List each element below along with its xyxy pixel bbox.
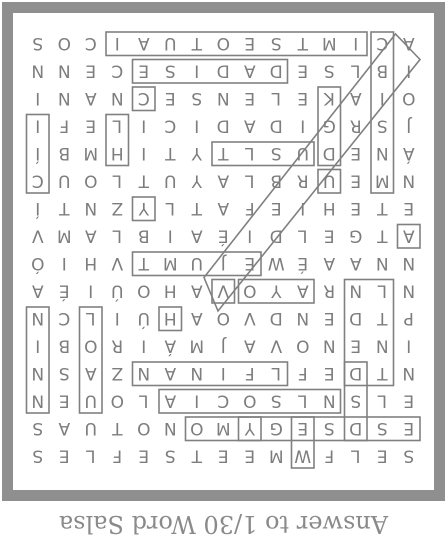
grid-letter: O xyxy=(296,335,310,356)
grid-letter: G xyxy=(349,225,363,246)
grid-letter: Y xyxy=(138,197,149,218)
grid-letter: U xyxy=(58,170,71,191)
grid-letter: I xyxy=(406,335,412,356)
grid-letter: I xyxy=(300,115,306,136)
grid-letter: I xyxy=(114,32,120,53)
grid-letter: O xyxy=(137,417,151,438)
grid-letter: C xyxy=(137,87,150,108)
grid-letter: N xyxy=(57,60,71,81)
grid-letter: N xyxy=(375,335,389,356)
grid-letter: T xyxy=(218,142,229,163)
grid-letter: E xyxy=(350,335,362,356)
grid-letter: N xyxy=(110,87,124,108)
grid-letter: L xyxy=(86,445,96,466)
grid-letter: C xyxy=(31,170,44,191)
grid-letter: R xyxy=(296,170,309,191)
grid-letter: N xyxy=(375,252,389,273)
grid-letter: E xyxy=(85,60,97,81)
grid-letter: É xyxy=(58,280,70,301)
grid-letter: S xyxy=(323,60,335,81)
grid-letter: O xyxy=(57,32,71,53)
grid-letter: B xyxy=(137,225,150,246)
grid-letter: I xyxy=(35,115,41,136)
grid-letter: E xyxy=(297,87,309,108)
grid-letter: A xyxy=(31,280,44,301)
grid-letter: L xyxy=(245,142,255,163)
grid-letter: G xyxy=(322,115,336,136)
grid-letter: Z xyxy=(111,362,124,383)
grid-letter: W xyxy=(294,445,312,466)
grid-letter: E xyxy=(244,252,256,273)
grid-letter: O xyxy=(243,390,257,411)
grid-letter: N xyxy=(402,362,416,383)
grid-letter: V xyxy=(111,252,124,273)
grid-letter: N xyxy=(190,362,204,383)
grid-letter: A xyxy=(190,280,203,301)
grid-letter: E xyxy=(297,417,309,438)
grid-letter: V xyxy=(217,280,230,301)
grid-letter: L xyxy=(112,225,122,246)
grid-letter: T xyxy=(377,362,388,383)
grid-letter: N xyxy=(31,362,45,383)
grid-letter: E xyxy=(323,362,335,383)
grid-letter: A xyxy=(349,87,362,108)
grid-letter: E xyxy=(376,445,388,466)
grid-letter: J xyxy=(220,335,226,356)
grid-letter: O xyxy=(216,32,230,53)
grid-letter: A xyxy=(58,417,71,438)
grid-letter: Y xyxy=(191,142,202,163)
grid-letter: S xyxy=(32,417,44,438)
grid-letter: S xyxy=(270,142,282,163)
grid-letter: E xyxy=(270,197,282,218)
grid-letter: J xyxy=(406,115,412,136)
grid-letter: L xyxy=(377,390,387,411)
grid-letter: N xyxy=(31,307,45,328)
grid-letter: N xyxy=(402,252,416,273)
grid-letter: H xyxy=(84,252,98,273)
grid-letter: F xyxy=(244,362,255,383)
grid-letter: S xyxy=(58,362,70,383)
grid-letter: H xyxy=(163,280,177,301)
grid-letter: I xyxy=(194,60,200,81)
grid-letter: S xyxy=(164,60,176,81)
grid-letter: D xyxy=(216,115,230,136)
grid-letter: O xyxy=(402,87,416,108)
grid-letter: É xyxy=(217,225,229,246)
grid-letter: L xyxy=(165,197,175,218)
grid-letter: I xyxy=(141,142,147,163)
grid-letter: S xyxy=(376,115,388,136)
grid-letter: T xyxy=(297,32,308,53)
grid-letter: B xyxy=(58,142,71,163)
grid-letter: S xyxy=(403,445,415,466)
grid-letter: D xyxy=(269,115,283,136)
grid-letter: C xyxy=(164,115,177,136)
grid-letter: L xyxy=(271,362,281,383)
grid-letter: O xyxy=(84,335,98,356)
grid-letter: A xyxy=(243,115,256,136)
grid-letter: L xyxy=(271,87,281,108)
grid-letter: I xyxy=(114,307,120,328)
grid-letter: F xyxy=(297,362,308,383)
grid-letter: E xyxy=(244,87,256,108)
grid-letter: U xyxy=(323,170,336,191)
answer-box xyxy=(133,60,288,84)
grid-letter: Á xyxy=(164,335,177,356)
grid-letter: N xyxy=(57,87,71,108)
answer-box xyxy=(133,362,288,386)
grid-letter: D xyxy=(322,142,336,163)
grid-letter: B xyxy=(376,60,389,81)
grid-letter: D xyxy=(269,225,283,246)
grid-letter: C xyxy=(376,32,389,53)
grid-letter: G xyxy=(269,417,283,438)
grid-letter: S xyxy=(270,390,282,411)
grid-letter: L xyxy=(139,390,149,411)
grid-letter: U xyxy=(84,390,97,411)
grid-letter: I xyxy=(406,60,412,81)
grid-letter: L xyxy=(112,170,122,191)
grid-letter: B xyxy=(270,170,283,191)
grid-letter: A xyxy=(402,225,415,246)
grid-letter: A xyxy=(137,32,150,53)
grid-letter: U xyxy=(296,142,309,163)
grid-letter: T xyxy=(191,445,202,466)
grid-letter: A xyxy=(243,60,256,81)
grid-letter: I xyxy=(88,280,94,301)
grid-letter: U xyxy=(190,252,203,273)
grid-letter: I xyxy=(167,225,173,246)
grid-letter: D xyxy=(269,307,283,328)
grid-letter: I xyxy=(194,115,200,136)
grid-letter: Ó xyxy=(31,252,45,273)
grid-letter: F xyxy=(59,115,70,136)
grid-letter: O xyxy=(110,390,124,411)
grid-letter: T xyxy=(165,142,176,163)
grid-letter: I xyxy=(220,362,226,383)
grid-letter: B xyxy=(58,335,71,356)
grid-letter: N xyxy=(402,170,416,191)
grid-letter: S xyxy=(323,417,335,438)
grid-letter: L xyxy=(351,445,361,466)
grid-letter: O xyxy=(216,307,230,328)
grid-letter: V xyxy=(243,307,256,328)
grid-letter: N xyxy=(322,390,336,411)
grid-letter: S xyxy=(32,445,44,466)
grid-letter: T xyxy=(138,252,149,273)
grid-letter: S xyxy=(376,417,388,438)
grid-letter: I xyxy=(194,390,200,411)
grid-letter: R xyxy=(349,115,362,136)
grid-letter: E xyxy=(350,197,362,218)
grid-letter: Ú xyxy=(137,307,150,328)
grid-letter: A xyxy=(217,197,230,218)
grid-letter: T xyxy=(377,225,388,246)
grid-letter: P xyxy=(403,307,414,328)
grid-letter: E xyxy=(85,115,97,136)
grid-letter: F xyxy=(244,197,255,218)
grid-letter: T xyxy=(377,307,388,328)
grid-letter: M xyxy=(215,417,231,438)
word-search-grid xyxy=(15,15,434,490)
grid-letter: F xyxy=(324,445,335,466)
grid-letter: F xyxy=(112,445,123,466)
grid-letter: N xyxy=(322,335,336,356)
grid-letter: Y xyxy=(191,170,202,191)
grid-letter: E xyxy=(138,445,150,466)
grid-letter: L xyxy=(112,115,122,136)
grid-letter: T xyxy=(59,197,70,218)
grid-letter: R xyxy=(111,335,124,356)
grid-letter: A xyxy=(217,170,230,191)
grid-letter: A xyxy=(84,87,97,108)
grid-letter: I xyxy=(247,225,253,246)
grid-letter: N xyxy=(137,362,151,383)
grid-letter: N xyxy=(375,142,389,163)
grid-letter: O xyxy=(190,417,204,438)
grid-letter: R xyxy=(323,280,336,301)
grid-letter: T xyxy=(112,417,123,438)
grid-letter: E xyxy=(164,87,176,108)
grid-letter: M xyxy=(321,32,337,53)
grid-letter: A xyxy=(190,307,203,328)
grid-letter: A xyxy=(296,280,309,301)
grid-letter: I xyxy=(61,252,67,273)
grid-letter: A xyxy=(243,335,256,356)
grid-letter: Y xyxy=(271,280,282,301)
grid-letter: E xyxy=(323,307,335,328)
grid-letter: I xyxy=(379,87,385,108)
grid-letter: E xyxy=(403,197,415,218)
grid-letter: A xyxy=(349,252,362,273)
grid-letter: W xyxy=(267,252,285,273)
grid-letter: U xyxy=(84,417,97,438)
grid-letter: L xyxy=(351,60,361,81)
grid-letter: T xyxy=(377,197,388,218)
grid-letter: I xyxy=(353,32,359,53)
grid-letter: L xyxy=(298,225,308,246)
grid-letter: N xyxy=(31,390,45,411)
grid-letter: L xyxy=(86,307,96,328)
grid-letter: E xyxy=(244,445,256,466)
grid-letter: A xyxy=(84,362,97,383)
grid-letter: E xyxy=(403,390,415,411)
grid-letter: L xyxy=(377,280,387,301)
grid-letter: C xyxy=(84,32,97,53)
grid-letter: V xyxy=(270,335,283,356)
grid-letter: M xyxy=(374,170,390,191)
grid-letter: A xyxy=(402,32,415,53)
grid-letter: N xyxy=(31,60,45,81)
grid-letter: N xyxy=(84,197,98,218)
grid-letter: E xyxy=(58,445,70,466)
grid-letter: E xyxy=(350,170,362,191)
grid-letter: E xyxy=(217,445,229,466)
grid-letter: Z xyxy=(111,197,124,218)
grid-letter: N xyxy=(349,280,363,301)
grid-letter: M xyxy=(268,445,284,466)
answer-box xyxy=(371,32,394,193)
puzzle-caption: Answer to 1/30 Word Salsa xyxy=(58,510,389,538)
grid-letter: I xyxy=(35,335,41,356)
grid-letter: D xyxy=(269,60,283,81)
grid-letter: E xyxy=(403,417,415,438)
grid-letter: S xyxy=(350,390,362,411)
grid-letter: Á xyxy=(402,142,415,163)
grid-letter: U xyxy=(164,32,177,53)
grid-letter: D xyxy=(216,60,230,81)
grid-letter: V xyxy=(31,225,44,246)
grid-letter: E xyxy=(58,390,70,411)
grid-letter: E xyxy=(350,142,362,163)
grid-letter: C xyxy=(58,307,71,328)
grid-letter: M xyxy=(56,225,72,246)
grid-letter: D xyxy=(349,362,363,383)
grid-letter: A xyxy=(84,225,97,246)
grid-letter: I xyxy=(141,335,147,356)
grid-letter: C xyxy=(217,390,230,411)
grid-letter: O xyxy=(137,280,151,301)
puzzle-frame xyxy=(2,2,445,501)
grid-letter: N xyxy=(216,87,230,108)
grid-letter: S xyxy=(191,87,203,108)
grid-letter: A xyxy=(164,362,177,383)
grid-letter: T xyxy=(191,32,202,53)
grid-letter: I xyxy=(35,87,41,108)
grid-letter: O xyxy=(243,280,257,301)
grid-letter: U xyxy=(164,170,177,191)
grid-letter: H xyxy=(322,197,336,218)
grid-letter: L xyxy=(298,390,308,411)
grid-letter: O xyxy=(84,170,98,191)
grid-letter: T xyxy=(138,170,149,191)
grid-letter: K xyxy=(323,87,335,108)
grid-letter: I xyxy=(141,115,147,136)
grid-letter: S xyxy=(270,32,282,53)
grid-letter: Ú xyxy=(111,280,124,301)
grid-letter: H xyxy=(163,307,177,328)
grid-letter: Y xyxy=(244,417,255,438)
grid-letter: L xyxy=(245,170,255,191)
grid-letter: M xyxy=(83,142,99,163)
grid-letter: E xyxy=(297,60,309,81)
grid-letter: S xyxy=(164,445,176,466)
grid-letter: M xyxy=(162,252,178,273)
grid-letter: D xyxy=(349,417,363,438)
grid-letter: D xyxy=(349,307,363,328)
grid-letter: Í xyxy=(35,197,41,218)
grid-letter: J xyxy=(220,252,226,273)
grid-letter: T xyxy=(191,197,202,218)
grid-letter: A xyxy=(190,225,203,246)
grid-letter: E xyxy=(138,60,150,81)
grid-letter: M xyxy=(189,335,205,356)
grid-letter: A xyxy=(164,390,177,411)
grid-letter: E xyxy=(244,32,256,53)
grid-letter: Í xyxy=(35,142,41,163)
grid-letter: H xyxy=(110,142,124,163)
grid-letter: S xyxy=(32,32,44,53)
grid-letter: N xyxy=(402,280,416,301)
grid-letter: C xyxy=(111,60,124,81)
grid-letter: I xyxy=(300,197,306,218)
grid-letter: N xyxy=(163,417,177,438)
grid-letter: N xyxy=(296,307,310,328)
grid-letter: É xyxy=(297,252,309,273)
grid-letter: A xyxy=(323,252,336,273)
grid-letter: E xyxy=(323,225,335,246)
